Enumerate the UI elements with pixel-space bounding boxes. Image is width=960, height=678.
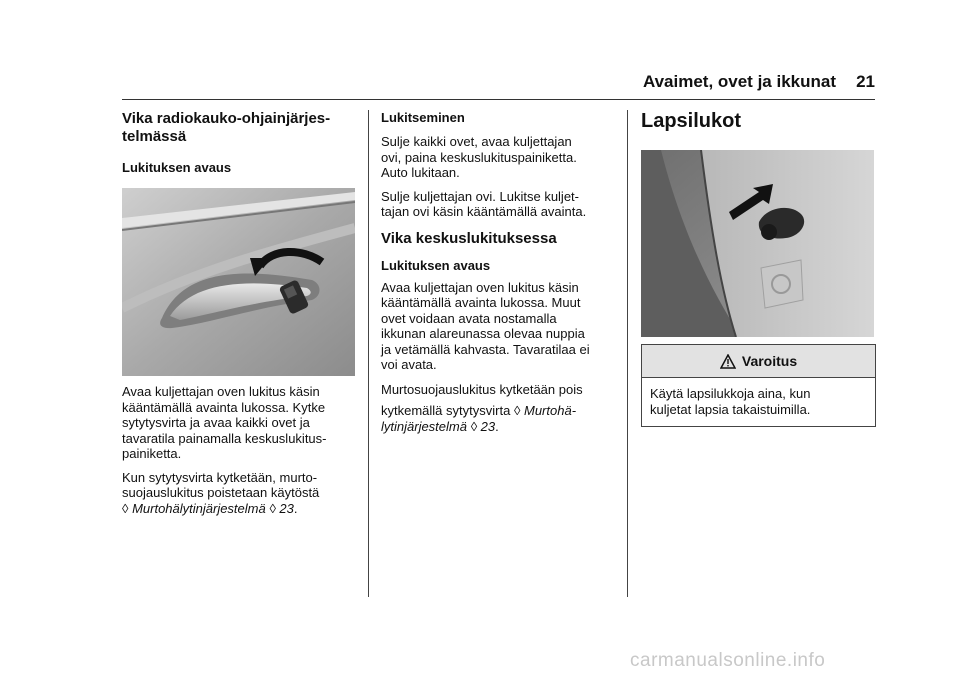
section-heading-central-lock: Vika keskuslukituksessa — [381, 229, 557, 247]
section-title-child-locks: Lapsilukot — [641, 110, 742, 132]
xref-arrow-icon: ◊ — [513, 403, 521, 418]
xref-page[interactable]: ◊ 23 — [269, 500, 294, 516]
subheading-locking: Lukitseminen — [381, 110, 465, 125]
paragraph-locking-2: Sulje kuljettajan ovi. Lukitse kuljet- tajan ovi käsin kääntämällä avainta. — [381, 188, 587, 219]
warning-text: Käytä lapsilukkoja aina, kun kuljetat lapsia takaistuimilla. — [650, 386, 811, 417]
paragraph-central-2: Murtosuojauslukitus kytketään pois kytkemällä sytytysvirta ◊ Murtohä- lytinjärjestelmä ◊ 23. — [381, 381, 583, 434]
xref-arrow-icon: ◊ — [122, 500, 129, 516]
xref-page[interactable]: ◊ 23 — [470, 418, 496, 434]
warning-box — [641, 344, 876, 427]
column-1 — [122, 110, 358, 176]
warning-triangle-icon — [720, 354, 736, 369]
header-rule — [122, 99, 875, 100]
door-handle-figure — [122, 188, 355, 376]
child-lock-figure — [641, 150, 874, 337]
column-divider-1 — [368, 110, 369, 597]
child-lock-illustration — [641, 150, 874, 337]
subheading-unlocking: Lukituksen avaus — [122, 160, 232, 175]
paragraph-locking-1: Sulje kaikki ovet, avaa kuljettajan ovi, paina keskuslukituspainiketta. Auto lukitaan. — [381, 134, 577, 180]
xref-link-alarm-cont[interactable]: lytinjärjestelmä — [381, 418, 467, 434]
column-1-body — [122, 384, 362, 516]
paragraph-2: Kun sytytysvirta kytketään, murto- suojauslukitus poistetaan käytöstä ◊ Murtohälytinjärjestelmä ◊ 23. — [122, 469, 320, 516]
running-header-title: Avaimet, ovet ja ikkunat — [642, 72, 836, 91]
xref-link-alarm[interactable]: Murtohälytinjärjestelmä — [132, 500, 266, 516]
column-2 — [381, 110, 621, 434]
paragraph-1: Avaa kuljettajan oven lukitus käsin kääntämällä avainta lukossa. Kytke sytytysvirta ja avaa kaikki ovet ja tavaratila painamalla keskuslukitus- painiketta. — [122, 384, 327, 461]
xref-link-alarm[interactable]: Murtohä- — [524, 403, 577, 418]
door-handle-illustration — [122, 188, 355, 376]
subheading-unlocking-2: Lukituksen avaus — [381, 257, 491, 273]
section-heading: Vika radiokauko-ohjainjärjes- telmässä — [122, 110, 331, 145]
column-divider-2 — [627, 110, 628, 597]
warning-title: Varoitus — [741, 353, 798, 369]
watermark: carmanualsonline.info — [630, 650, 826, 671]
page-number: 21 — [856, 72, 875, 91]
warning-header — [642, 345, 875, 378]
paragraph-central-1: Avaa kuljettajan oven lukitus käsin kääntämällä avainta lukossa. Muut ovet voidaan avata nostamalla ikkunan alareunassa olevaa nuppia ja vetämällä kahvasta. Tavaratilaa ei voi avata. — [381, 279, 590, 372]
